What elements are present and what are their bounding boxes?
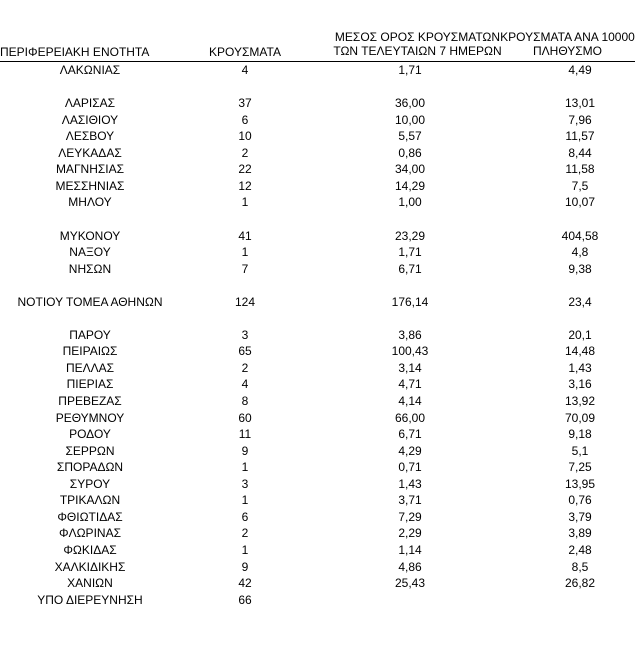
- per-10000-cell: 4,8: [571, 245, 589, 260]
- per-10000-cell: 20,1: [568, 327, 592, 342]
- table-row: [0, 228, 635, 244]
- region-cell: ΥΠΟ ΔΙΕΡΕΥΝΗΣΗ: [37, 592, 143, 607]
- per-10000-cell: 0,76: [568, 493, 592, 508]
- table-row: [0, 112, 635, 128]
- per-10000-cell: 11,57: [565, 129, 595, 144]
- header-7day-average: [320, 30, 515, 58]
- cases-cell: 65: [238, 344, 252, 359]
- region-cell: ΝΟΤΙΟΥ ΤΟΜΕΑ ΑΘΗΝΩΝ: [17, 294, 163, 309]
- cases-cell: 22: [238, 162, 252, 177]
- region-cell: ΛΑΡΙΣΑΣ: [64, 96, 116, 111]
- region-cell: ΝΗΣΩΝ: [68, 261, 112, 276]
- avg-cell: 3,14: [398, 360, 422, 375]
- table-row: [0, 128, 635, 144]
- region-cell: ΜΥΚΟΝΟΥ: [59, 228, 121, 243]
- region-cell: ΣΕΡΡΩΝ: [65, 443, 115, 458]
- cases-cell: 12: [238, 178, 252, 193]
- cases-cell: 66: [238, 592, 252, 607]
- per-10000-cell: 9,18: [568, 427, 592, 442]
- table-row: [0, 376, 635, 392]
- cases-cell: 41: [238, 228, 252, 243]
- per-10000-cell: 3,79: [568, 509, 592, 524]
- region-cell: ΣΥΡΟΥ: [69, 476, 111, 491]
- cases-cell: 4: [241, 377, 249, 392]
- region-cell: ΠΙΕΡΙΑΣ: [66, 377, 114, 392]
- table-row: [0, 343, 635, 359]
- region-cell: ΜΑΓΝΗΣΙΑΣ: [55, 162, 125, 177]
- table-row: [0, 327, 635, 343]
- header-avg-line1: ΜΕΣΟΣ ΟΡΟΣ ΚΡΟΥΣΜΑΤΩΝ: [334, 30, 501, 44]
- avg-cell: 1,43: [398, 476, 422, 491]
- avg-cell: 25,43: [394, 576, 426, 591]
- cases-cell: 37: [238, 96, 252, 111]
- avg-cell: 1,14: [398, 542, 422, 557]
- per-10000-cell: 13,92: [564, 394, 596, 408]
- spacer-row: [0, 310, 635, 326]
- table-row: [0, 244, 635, 260]
- cases-cell: 2: [241, 526, 249, 541]
- avg-cell: 4,29: [398, 443, 422, 458]
- cases-cell: 9: [241, 443, 249, 458]
- per-10000-cell: 8,5: [571, 559, 589, 574]
- per-10000-cell: 26,82: [564, 576, 596, 591]
- cases-cell: 60: [238, 410, 252, 425]
- cases-cell: 1: [241, 493, 249, 508]
- avg-cell: 0,71: [398, 460, 422, 475]
- cases-cell: 6: [241, 112, 249, 127]
- per-10000-cell: 7,25: [568, 460, 592, 475]
- cases-cell: 2: [241, 360, 249, 375]
- per-10000-cell: 14,48: [564, 344, 596, 359]
- avg-cell: 6,71: [398, 261, 422, 276]
- region-cell: ΜΗΛΟΥ: [68, 195, 112, 210]
- avg-cell: 23,29: [394, 228, 426, 243]
- cases-cell: 3: [241, 327, 249, 342]
- per-10000-cell: 3,89: [568, 526, 592, 541]
- avg-cell: 0,86: [398, 145, 422, 160]
- cases-cell: 1: [241, 542, 249, 557]
- header-per-line2: ΠΛΗΘΥΣΜΟ: [532, 44, 603, 58]
- region-cell: ΡΕΘΥΜΝΟΥ: [55, 410, 125, 425]
- table-row: [0, 426, 635, 442]
- per-10000-cell: 2,48: [568, 542, 592, 557]
- per-10000-cell: 11,58: [565, 162, 595, 177]
- header-avg-line2: ΤΩΝ ΤΕΛΕΥΤΑΙΩΝ 7 ΗΜΕΡΩΝ: [333, 44, 502, 58]
- table-row: [0, 592, 635, 608]
- avg-cell: 2,29: [398, 526, 422, 541]
- region-cell: ΧΑΛΚΙΔΙΚΗΣ: [54, 559, 126, 574]
- avg-cell: 4,71: [398, 377, 422, 392]
- avg-cell: 1,71: [398, 63, 422, 77]
- per-10000-cell: 13,01: [564, 96, 596, 111]
- table-row: [0, 459, 635, 475]
- per-10000-cell: 4,49: [568, 63, 592, 77]
- cases-cell: 8: [241, 394, 249, 408]
- per-10000-cell: 23,4: [568, 294, 592, 309]
- table-row: [0, 95, 635, 111]
- region-cell: ΡΟΔΟΥ: [69, 427, 111, 442]
- avg-cell: 100,43: [391, 344, 429, 359]
- cases-cell: 1: [241, 245, 249, 260]
- cases-cell: 10: [238, 129, 252, 144]
- region-cell: ΝΑΞΟΥ: [69, 245, 111, 260]
- table-row: [0, 194, 635, 210]
- region-cell: ΜΕΣΣΗΝΙΑΣ: [55, 178, 125, 193]
- region-cell: ΦΩΚΙΔΑΣ: [63, 542, 117, 557]
- avg-cell: 6,71: [398, 427, 422, 442]
- avg-cell: 4,14: [398, 394, 422, 408]
- per-10000-cell: 9,38: [568, 261, 592, 276]
- cases-cell: 7: [241, 261, 249, 276]
- avg-cell: 4,86: [398, 559, 422, 574]
- table-row: [0, 261, 635, 277]
- table-row: [0, 476, 635, 492]
- region-cell: ΠΕΛΛΑΣ: [65, 360, 115, 375]
- per-10000-cell: 3,16: [568, 377, 592, 392]
- table-row: [0, 525, 635, 541]
- per-10000-cell: 10,07: [564, 195, 596, 210]
- avg-cell: 1,71: [398, 245, 422, 260]
- region-cell: ΠΑΡΟΥ: [69, 327, 111, 342]
- cases-cell: 3: [241, 476, 249, 491]
- per-10000-cell: 8,44: [568, 145, 592, 160]
- region-cell: ΤΡΙΚΑΛΩΝ: [59, 493, 121, 508]
- cases-cell: 2: [241, 145, 249, 160]
- cases-cell: 1: [241, 195, 249, 210]
- per-10000-cell: 7,5: [571, 178, 589, 193]
- avg-cell: 5,57: [398, 129, 422, 144]
- avg-cell: 14,29: [394, 178, 426, 193]
- per-10000-cell: 70,09: [564, 410, 596, 425]
- table-row: [0, 575, 635, 591]
- table-row: [0, 178, 635, 194]
- region-cell: ΣΠΟΡΑΔΩΝ: [56, 460, 124, 475]
- spacer-row: [0, 277, 635, 293]
- avg-cell: 7,29: [398, 509, 422, 524]
- avg-cell: 10,00: [394, 112, 426, 127]
- table-row: [0, 559, 635, 575]
- avg-cell: 176,14: [391, 294, 429, 309]
- per-10000-cell: 5,1: [571, 443, 589, 458]
- cases-cell: 9: [241, 559, 249, 574]
- region-cell: ΛΕΣΒΟΥ: [65, 129, 115, 144]
- table-row: [0, 542, 635, 558]
- region-cell: ΛΑΣΙΘΙΟΥ: [61, 112, 119, 127]
- cases-cell: 1: [241, 460, 249, 475]
- header-per-line1: ΚΡΟΥΣΜΑΤΑ ΑΝΑ 10000: [500, 30, 635, 44]
- cases-cell: 124: [234, 294, 256, 309]
- region-cell: ΛΑΚΩΝΙΑΣ: [59, 63, 121, 77]
- table-row: [0, 443, 635, 459]
- table-row: [0, 509, 635, 525]
- header-cases-per-10000: [500, 30, 635, 58]
- per-10000-cell: 1,43: [568, 360, 592, 375]
- table-row: [0, 492, 635, 508]
- avg-cell: 3,86: [398, 327, 422, 342]
- avg-cell: 36,00: [394, 96, 426, 111]
- spacer-row: [0, 79, 635, 95]
- region-cell: ΠΕΙΡΑΙΩΣ: [62, 344, 118, 359]
- table-row: [0, 410, 635, 426]
- header-region: ΠΕΡΙΦΕΡΕΙΑΚΗ ΕΝΟΤΗΤΑ: [0, 45, 150, 59]
- avg-cell: 34,00: [394, 162, 426, 177]
- cases-cell: 11: [238, 427, 252, 442]
- region-cell: ΧΑΝΙΩΝ: [67, 576, 113, 591]
- spacer-row: [0, 211, 635, 227]
- per-10000-cell: 13,95: [564, 476, 596, 491]
- avg-cell: 3,71: [398, 493, 422, 508]
- table-row: [0, 145, 635, 161]
- per-10000-cell: 404,58: [561, 228, 599, 243]
- avg-cell: 1,00: [398, 195, 422, 210]
- table-row: [0, 393, 635, 409]
- table-row: [0, 360, 635, 376]
- table-row: [0, 294, 635, 310]
- table-row: [0, 62, 635, 78]
- region-cell: ΠΡΕΒΕΖΑΣ: [58, 394, 122, 408]
- region-cell: ΛΕΥΚΑΔΑΣ: [58, 145, 122, 160]
- per-10000-cell: 7,96: [568, 112, 592, 127]
- region-cell: ΦΛΩΡΙΝΑΣ: [59, 526, 121, 541]
- table-row: [0, 161, 635, 177]
- avg-cell: 66,00: [394, 410, 426, 425]
- cases-cell: 4: [241, 63, 249, 77]
- region-cell: ΦΘΙΩΤΙΔΑΣ: [57, 509, 123, 524]
- cases-cell: 42: [238, 576, 252, 591]
- header-cases: ΚΡΟΥΣΜΑΤΑ: [209, 45, 281, 59]
- cases-cell: 6: [241, 509, 249, 524]
